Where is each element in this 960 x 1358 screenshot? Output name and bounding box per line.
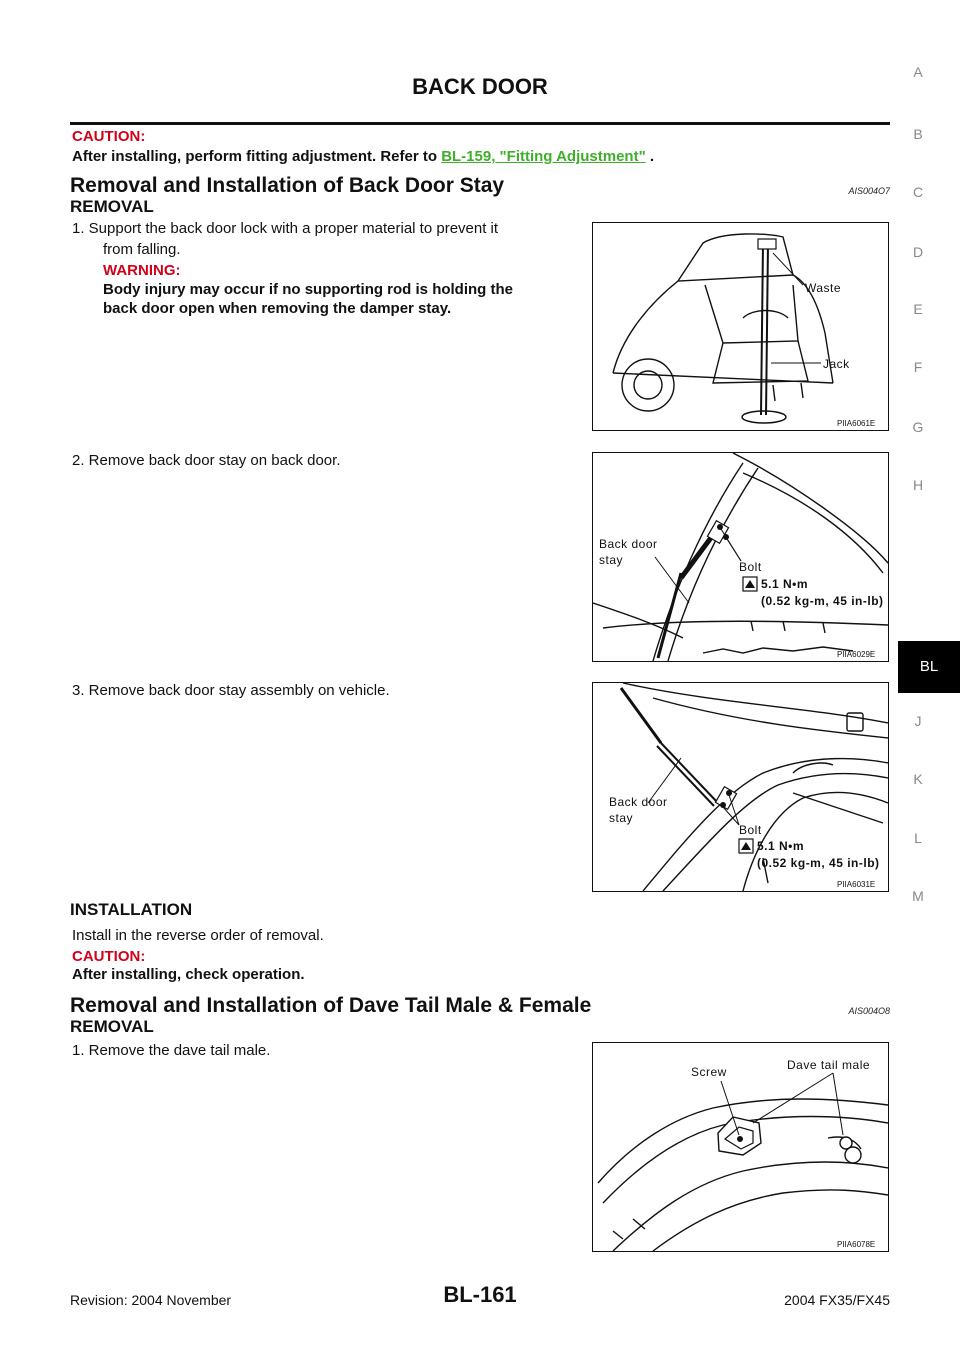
label-dave-tail-male: Dave tail male (787, 1058, 871, 1072)
figure-code-4: PIIA6078E (837, 1240, 876, 1249)
section-code-1: AIS004O7 (848, 186, 890, 196)
figure-dave-tail-male-drawing (593, 1043, 888, 1251)
label-back-door-stay-1: Back door (599, 537, 658, 551)
figure-code-3: PIIA6031E (837, 880, 876, 889)
header-rule (70, 122, 890, 125)
step-1-line-2: from falling. (103, 241, 181, 258)
page-title: BACK DOOR (412, 74, 548, 99)
side-index-bl-active[interactable]: BL (898, 641, 960, 693)
side-index-g[interactable]: G (912, 419, 924, 435)
side-index-h[interactable]: H (912, 477, 924, 493)
label-back-door-stay-1: Back door (609, 795, 668, 809)
caution-text-before: After installing, perform fitting adjustment. Refer to (72, 148, 442, 165)
side-index-b[interactable]: B (913, 126, 923, 142)
section-code-2: AIS004O8 (848, 1006, 890, 1016)
side-index-f[interactable]: F (913, 359, 923, 375)
figure-stay-on-door (592, 452, 889, 662)
figure-jack-support-drawing (593, 223, 888, 430)
side-index-c[interactable]: C (912, 184, 924, 200)
caution-label-top: CAUTION: (72, 128, 146, 145)
figure-stay-assembly (592, 682, 889, 892)
side-index-l[interactable]: L (914, 830, 922, 846)
step-1-line-1: 1. Support the back door lock with a proper material to prevent it (72, 220, 499, 237)
figure-stay-on-door-drawing (593, 453, 888, 661)
side-index-e[interactable]: E (913, 301, 923, 317)
warning-line-1: Body injury may occur if no supporting rod is holding the (103, 281, 514, 298)
warning-line-2: back door open when removing the damper stay. (103, 300, 452, 317)
side-index-d[interactable]: D (912, 244, 924, 260)
caution-text-top (72, 148, 654, 165)
label-waste: Waste (805, 281, 842, 295)
warning-label: WARNING: (103, 262, 181, 279)
step-3: 3. Remove back door stay assembly on vehicle. (72, 682, 390, 699)
section-title-back-door-stay: Removal and Installation of Back Door Stay (70, 174, 505, 197)
figure-jack-support (592, 222, 889, 431)
figure-dave-tail-male (592, 1042, 889, 1252)
section-title-dave-tail: Removal and Installation of Dave Tail Male & Female (70, 994, 592, 1017)
torque-value: 5.1 N•m (761, 577, 809, 591)
fitting-adjustment-link[interactable]: BL-159, "Fitting Adjustment" (441, 148, 646, 165)
label-back-door-stay-2: stay (609, 811, 634, 825)
label-bolt: Bolt (739, 560, 762, 574)
torque-value: 5.1 N•m (757, 839, 805, 853)
side-index-a[interactable]: A (913, 64, 923, 80)
torque-conversion: (0.52 kg-m, 45 in-lb) (761, 594, 884, 608)
caution-text-after: . (645, 148, 655, 165)
label-screw: Screw (691, 1065, 727, 1079)
footer-model: 2004 FX35/FX45 (784, 1292, 890, 1308)
side-index-m[interactable]: M (912, 888, 924, 904)
install-text: Install in the reverse order of removal. (72, 927, 324, 944)
dave-tail-step-1: 1. Remove the dave tail male. (72, 1042, 271, 1059)
figure-code-1: PIIA6061E (837, 419, 876, 428)
removal-heading-1: REMOVAL (70, 197, 154, 216)
caution-text-install: After installing, check operation. (72, 966, 305, 983)
side-index-k[interactable]: K (913, 771, 923, 787)
footer-revision: Revision: 2004 November (70, 1292, 232, 1308)
footer-page-number: BL-161 (443, 1282, 517, 1307)
installation-heading: INSTALLATION (70, 900, 193, 919)
torque-conversion: (0.52 kg-m, 45 in-lb) (757, 856, 880, 870)
label-jack: Jack (823, 357, 850, 371)
figure-code-2: PIIA6029E (837, 650, 876, 659)
side-index-j[interactable]: J (914, 713, 922, 729)
step-2: 2. Remove back door stay on back door. (72, 452, 341, 469)
caution-label-install: CAUTION: (72, 948, 146, 965)
label-bolt: Bolt (739, 823, 762, 837)
removal-heading-2: REMOVAL (70, 1017, 154, 1036)
label-back-door-stay-2: stay (599, 553, 624, 567)
